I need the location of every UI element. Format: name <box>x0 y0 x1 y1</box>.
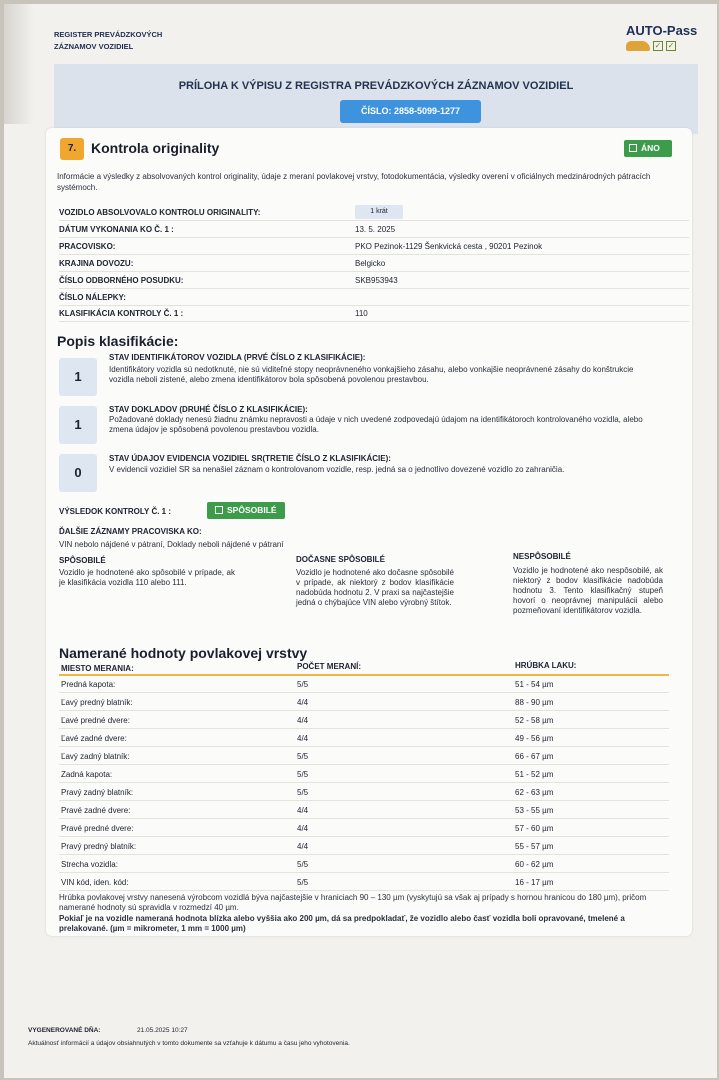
table-row <box>59 838 669 855</box>
page-fold-shadow <box>4 4 34 124</box>
cell-location: Ľavý zadný blatník: <box>61 752 130 761</box>
measurements-heading: Namerané hodnoty povlakovej vrstvy <box>59 645 308 661</box>
detail-row <box>59 205 689 221</box>
detail-value: 13. 5. 2025 <box>355 225 396 234</box>
measurement-note: Hrúbka povlakovej vrstvy nanesená výrobcom vozidlá býva najčastejšie v hraniciach 90 – 130 µm (vyskytujú sa však aj prípady s hornou hranicou do 180 µm), pričom namerané hodnoty sú spravidla v rozmedzí 40 µm. <box>59 893 647 912</box>
detail-row <box>59 306 689 322</box>
checkbox-icon: ✓ <box>654 41 662 50</box>
detail-value: SKB953943 <box>355 276 398 285</box>
classification-digit: 0 <box>59 454 97 492</box>
cell-thickness: 57 - 60 µm <box>515 824 554 833</box>
cell-thickness: 49 - 56 µm <box>515 734 554 743</box>
cell-location: Zadná kapota: <box>61 770 113 779</box>
cell-thickness: 62 - 63 µm <box>515 788 554 797</box>
legend-title: SPÔSOBILÉ <box>59 556 106 565</box>
detail-value: 1 krát <box>355 205 403 219</box>
detail-label: ČÍSLO ODBORNÉHO POSUDKU: <box>59 276 184 285</box>
cell-count: 4/4 <box>297 824 309 833</box>
table-row <box>59 712 669 729</box>
legend-text: Vozidlo je hodnotené ako dočasne spôsobilé v prípade, ak niektorý z bodov klasifikácie nadobúda hodnotu 2. V praxi sa najčastejšie jedná o chýbajúce VIN alebo výrobný štítok. <box>296 568 454 607</box>
footer-disclaimer: Aktuálnosť informácií a údajov obsiahnutých v tomto dokumente sa vzťahuje k dátumu a času jeho vyhotovenia. <box>28 1040 350 1047</box>
cell-location: Ľavé zadné dvere: <box>61 734 127 743</box>
cell-count: 4/4 <box>297 698 309 707</box>
legend-text: Vozidlo je hodnotené ako nespôsobilé, ak niektorý z bodov klasifikácie nadobúda hodnotu 3. Tento klasifikačný stupeň hovorí o neoprávnej manipulácii alebo pozmeňovaní identifikátorov vozidla. <box>513 566 663 615</box>
table-row <box>59 748 669 765</box>
checkbox-icon <box>629 144 637 152</box>
table-row <box>59 694 669 711</box>
generated-value: 21.05.2025 10:27 <box>137 1027 188 1034</box>
cell-location: Pravý predný blatník: <box>61 842 137 851</box>
car-icon <box>626 41 650 51</box>
table-header-location: MIESTO MERANIA: <box>61 664 134 673</box>
title-banner <box>54 64 698 134</box>
status-text: ÁNO <box>641 143 660 153</box>
brand-logo <box>626 23 697 51</box>
cell-thickness: 51 - 52 µm <box>515 770 554 779</box>
detail-label: VOZIDLO ABSOLVOVALO KONTROLU ORIGINALITY: <box>59 208 261 217</box>
table-row <box>59 874 669 891</box>
cell-count: 5/5 <box>297 860 309 869</box>
table-row <box>59 856 669 873</box>
section-intro: Informácie a výsledky z absolvovaných kontrol originality, údaje z meraní povlakovej vrstvy, fotodokumentácia, výsledky overení v oficiálnych medzinárodných pátracích systémoch. <box>57 172 651 192</box>
cell-thickness: 60 - 62 µm <box>515 860 554 869</box>
cell-location: Pravý zadný blatník: <box>61 788 134 797</box>
classification-title: STAV IDENTIFIKÁTOROV VOZIDLA (PRVÉ ČÍSLO Z KLASIFIKÁCIE): <box>109 353 366 362</box>
cell-location: Pravé predné dvere: <box>61 824 134 833</box>
detail-label: ČÍSLO NÁLEPKY: <box>59 293 126 302</box>
cell-location: Predná kapota: <box>61 680 116 689</box>
cell-count: 5/5 <box>297 788 309 797</box>
detail-label: KLASIFIKÁCIA KONTROLY Č. 1 : <box>59 309 184 318</box>
result-value: SPÔSOBILÉ <box>227 505 277 515</box>
table-row <box>59 730 669 747</box>
cell-thickness: 52 - 58 µm <box>515 716 554 725</box>
cell-location: Strecha vozidla: <box>61 860 118 869</box>
cell-thickness: 55 - 57 µm <box>515 842 554 851</box>
table-row <box>59 820 669 837</box>
table-row <box>59 802 669 819</box>
cell-thickness: 53 - 55 µm <box>515 806 554 815</box>
classification-text: V evidencii vozidiel SR sa nenašiel záznam o kontrolovanom vozidle, resp. jedná sa o jednotlivo dovezené vozidlo zo zahraničia. <box>109 465 565 474</box>
legend-title: NESPÔSOBILÉ <box>513 552 571 561</box>
cell-count: 4/4 <box>297 716 309 725</box>
detail-row <box>59 273 689 289</box>
cell-count: 5/5 <box>297 878 309 887</box>
register-header <box>54 29 162 53</box>
detail-label: PRACOVISKO: <box>59 242 116 251</box>
result-label: VÝSLEDOK KONTROLY Č. 1 : <box>59 507 172 516</box>
detail-value: PKO Pezinok-1129 Šenkvická cesta , 90201 Pezinok <box>355 242 543 251</box>
brand-icons <box>626 41 697 51</box>
table-row <box>59 766 669 783</box>
classification-digit: 1 <box>59 358 97 396</box>
detail-label: DÁTUM VYKONANIA KO Č. 1 : <box>59 225 174 234</box>
cell-location: Ľavé predné dvere: <box>61 716 130 725</box>
classification-text: Identifikátory vozidla sú nedotknuté, nie sú viditeľné stopy neoprávneného vonkajšieho zásahu, alebo vonkajšie neoprávnené zásahy do konštrukcie vozidla neboli zistené, alebo zmena identifikátorov bola spôsobená povolenou prestavbou. <box>109 365 634 384</box>
cell-count: 5/5 <box>297 770 309 779</box>
table-row <box>59 784 669 801</box>
cell-location: Pravé zadné dvere: <box>61 806 131 815</box>
table-row <box>59 676 669 693</box>
legend-text: Vozidlo je hodnotené ako spôsobilé v prípade, ak je klasifikácia vozidla 110 alebo 111. <box>59 568 235 587</box>
detail-value: 110 <box>355 309 368 318</box>
cell-thickness: 51 - 54 µm <box>515 680 554 689</box>
status-badge <box>624 140 672 157</box>
cell-count: 4/4 <box>297 806 309 815</box>
detail-label: KRAJINA DOVOZU: <box>59 259 134 268</box>
classification-digit: 1 <box>59 406 97 444</box>
detail-row <box>59 239 689 255</box>
checkbox-icon <box>215 506 223 514</box>
classification-text: Požadované doklady nenesú žiadnu známku nepravosti a údaje v nich uvedené zodpovedajú údajom na identifikátoroch kontrolovaného vozidla, alebo zmena údajov je spôsobená povolenou prestavbou vozidla. <box>109 415 643 434</box>
classification-heading: Popis klasifikácie: <box>57 333 179 349</box>
register-line-1: REGISTER PREVÁDZKOVÝCH <box>54 30 163 39</box>
banner-title: PRÍLOHA K VÝPISU Z REGISTRA PREVÁDZKOVÝCH ZÁZNAMOV VOZIDIEL <box>178 80 574 92</box>
section-title: Kontrola originality <box>91 140 220 156</box>
detail-row <box>59 290 689 306</box>
detail-row <box>59 256 689 272</box>
legend-title: DOČASNE SPÔSOBILÉ <box>296 555 385 564</box>
cell-location: Ľavý predný blatník: <box>61 698 133 707</box>
brand-name: AUTO-Pass <box>626 23 698 38</box>
register-line-2: ZÁZNAMOV VOZIDIEL <box>54 42 134 51</box>
classification-title: STAV DOKLADOV (DRUHÉ ČÍSLO Z KLASIFIKÁCIE): <box>109 405 308 414</box>
classification-title: STAV ÚDAJOV EVIDENCIA VOZIDIEL SR(TRETIE ČÍSLO Z KLASIFIKÁCIE): <box>109 454 391 463</box>
measurement-warning: Pokiaľ je na vozidle nameraná hodnota blízka alebo vyššia ako 200 µm, dá sa predpokladať, že vozidlo alebo časť vozidla boli opravované, tmelené a prelakované. (µm = mikrometer, 1 mm = 1000 µm) <box>59 914 625 933</box>
other-records-text: VIN nebolo nájdené v pátraní, Doklady neboli nájdené v pátraní <box>59 540 284 549</box>
result-badge <box>207 502 285 519</box>
cell-count: 5/5 <box>297 752 309 761</box>
document-number-badge: ČÍSLO: 2858-5099-1277 <box>340 100 481 123</box>
checkbox-icon: ✓ <box>667 41 675 50</box>
table-header-thickness: HRÚBKA LAKU: <box>515 661 577 670</box>
cell-count: 4/4 <box>297 734 309 743</box>
cell-count: 5/5 <box>297 680 309 689</box>
other-records-label: ĎALŠIE ZÁZNAMY PRACOVISKA KO: <box>59 527 202 536</box>
table-header-count: POČET MERANÍ: <box>297 662 361 671</box>
generated-label: VYGENEROVANÉ DŇA: <box>28 1027 101 1034</box>
cell-thickness: 66 - 67 µm <box>515 752 554 761</box>
section-number: 7. <box>60 138 84 160</box>
cell-location: VIN kód, iden. kód: <box>61 878 129 887</box>
cell-thickness: 16 - 17 µm <box>515 878 554 887</box>
detail-row <box>59 222 689 238</box>
detail-value: Belgicko <box>355 259 386 268</box>
cell-count: 4/4 <box>297 842 309 851</box>
cell-thickness: 88 - 90 µm <box>515 698 554 707</box>
